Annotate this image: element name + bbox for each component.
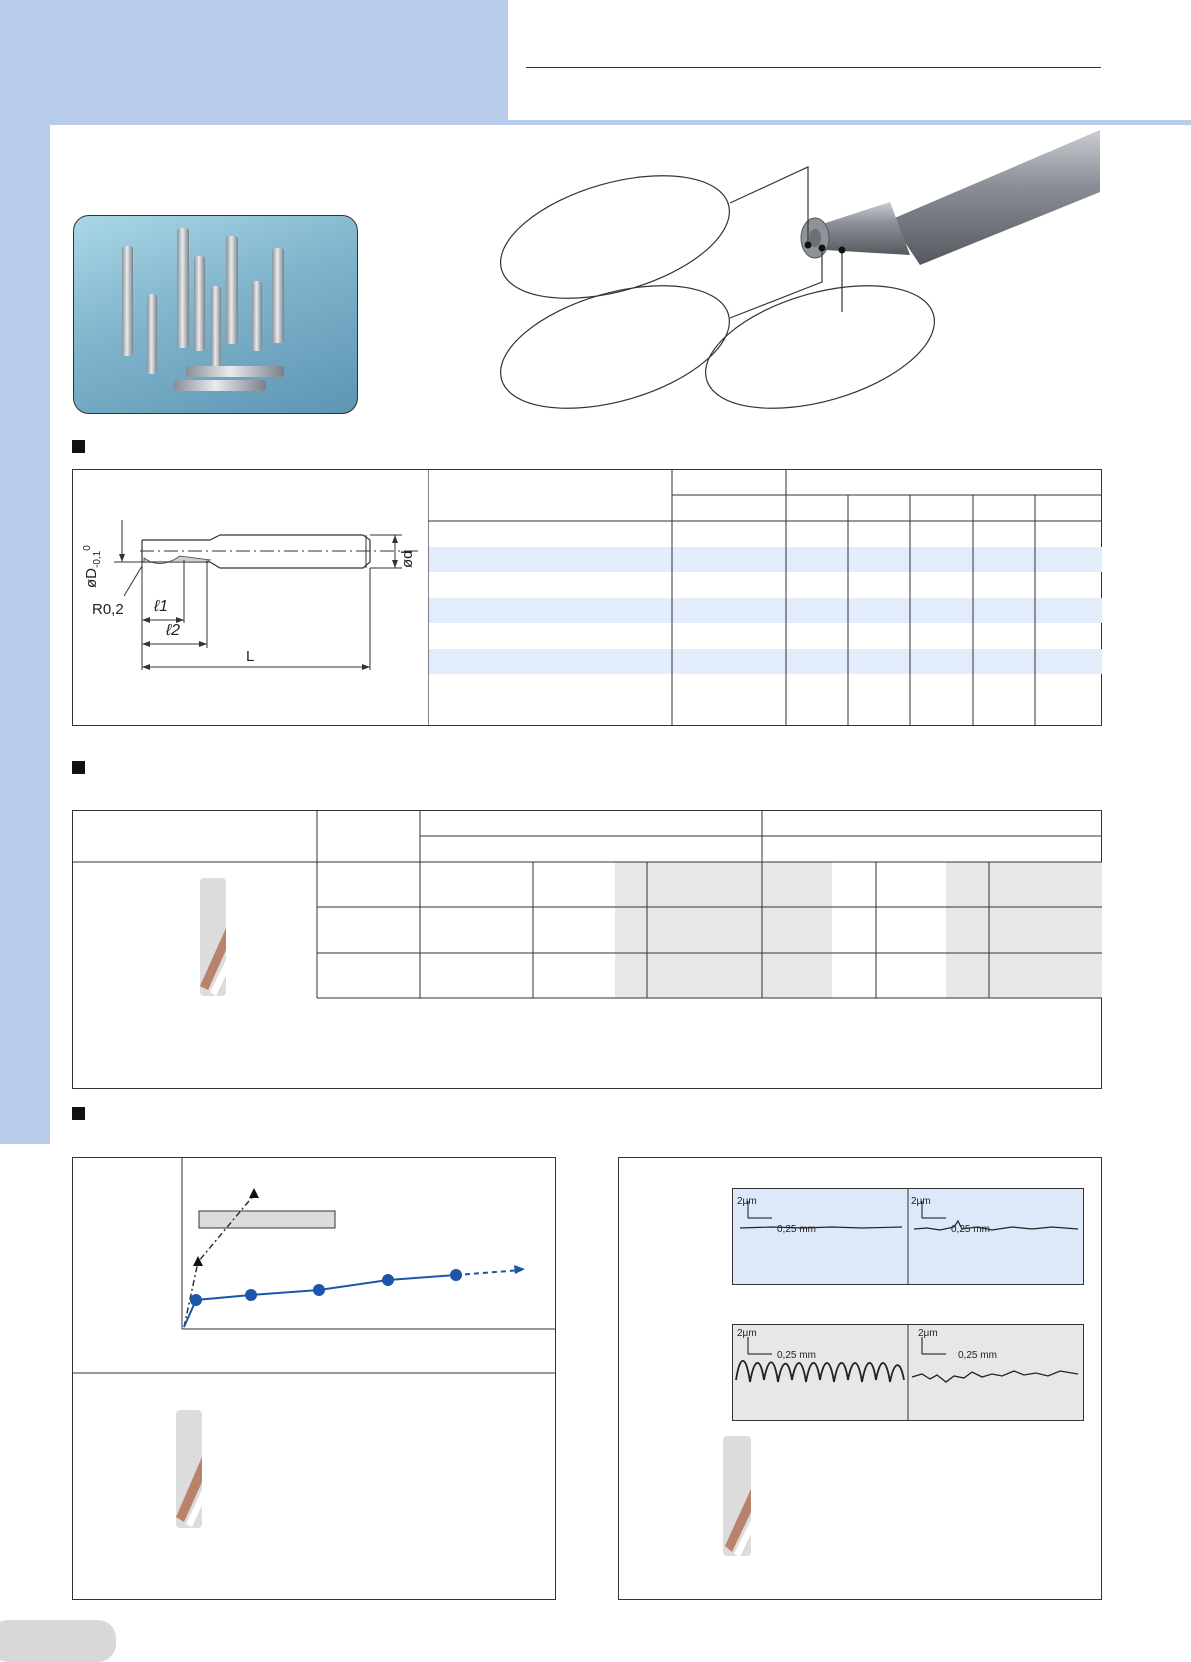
side-band xyxy=(0,125,50,1030)
page-number-tab xyxy=(0,1620,116,1662)
tolerance-lower: -0,1 xyxy=(92,550,103,568)
roughness-panel-top xyxy=(732,1188,1084,1285)
roughness-scale-y-2: 2μm xyxy=(911,1196,931,1207)
roughness-scale-x-4: 0,25 mm xyxy=(958,1350,997,1361)
section-marker-performance xyxy=(72,1107,85,1120)
end-mill-illustration xyxy=(720,1434,760,1559)
title-rule xyxy=(526,67,1101,68)
header-band xyxy=(0,0,508,125)
tool-callout-illustration xyxy=(500,120,1100,425)
section-marker-dimensions xyxy=(72,440,85,453)
l2-label: ℓ2 xyxy=(166,622,181,639)
wear-progression-chart xyxy=(72,1157,556,1600)
roughness-scale-y-4: 2μm xyxy=(918,1328,938,1339)
cutting-conditions-table xyxy=(72,810,1102,1000)
roughness-scale-y-1: 2μm xyxy=(737,1196,757,1207)
tolerance-upper: 0 xyxy=(82,545,93,551)
length-label: L xyxy=(246,648,255,665)
section-marker-cutting-data xyxy=(72,761,85,774)
dimension-table xyxy=(428,469,1102,726)
roughness-scale-x-2: 0,25 mm xyxy=(951,1224,990,1235)
l1-label: ℓ1 xyxy=(154,598,169,615)
roughness-scale-x-3: 0,25 mm xyxy=(777,1350,816,1361)
roughness-scale-y-3: 2μm xyxy=(737,1328,757,1339)
roughness-scale-x-1: 0,25 mm xyxy=(777,1224,816,1235)
radius-label: R0,2 xyxy=(92,601,124,618)
diameter-D-label: øD xyxy=(83,568,100,588)
product-photo xyxy=(73,215,358,414)
roughness-panel-bottom xyxy=(732,1324,1084,1421)
shank-diameter-label: ød xyxy=(399,550,416,568)
side-band-lower xyxy=(0,1012,50,1144)
